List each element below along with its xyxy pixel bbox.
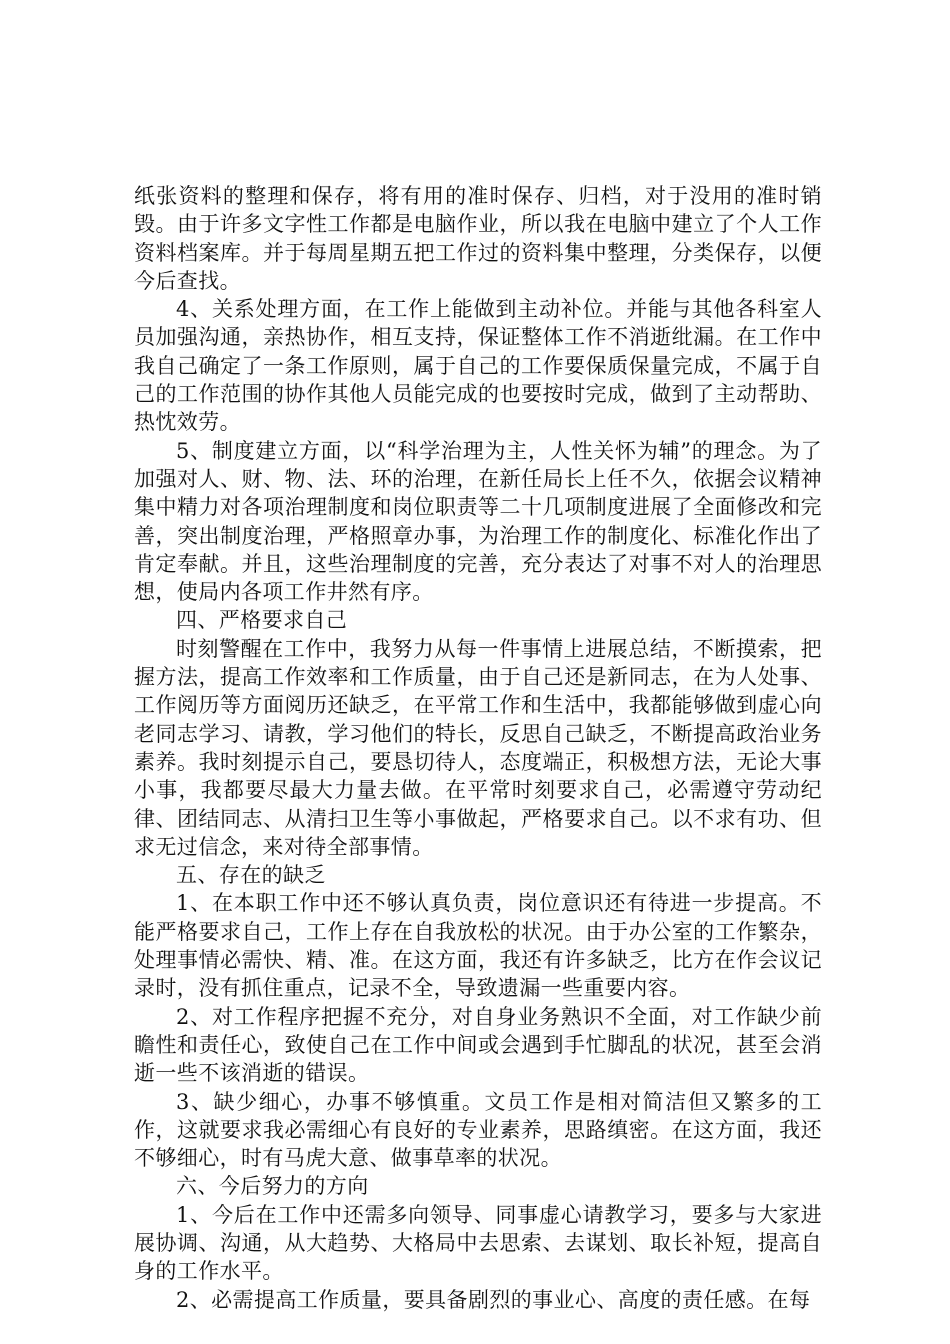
- paragraph-8: 2、对工作程序把握不充分，对自身业务熟识不全面，对工作缺少前瞻性和责任心，致使自己在工作中间或会遇到手忙脚乱的状况，甚至会消逝一些不该消逝的错误。: [134, 1004, 822, 1086]
- paragraph-11: 1、今后在工作中还需多向领导、同事虚心请教学习，要多与大家进展协调、沟通，从大趋势、大格局中去思索、去谋划、取长补短，提高自身的工作水平。: [134, 1202, 822, 1284]
- paragraph-7: 1、在本职工作中还不够认真负责，岗位意识还有待进一步提高。不能严格要求自己，工作上存在自我放松的状况。由于办公室的工作繁杂，处理事情必需快、精、准。在这方面，我还有许多缺乏，比方在作会议记录时，没有抓住重点，记录不全，导致遗漏一些重要内容。: [134, 891, 822, 1001]
- document-body: [134, 182, 822, 1314]
- paragraph-1: 纸张资料的整理和保存，将有用的准时保存、归档，对于没用的准时销毁。由于许多文字性工作都是电脑作业，所以我在电脑中建立了个人工作资料档案库。并于每周星期五把工作过的资料集中整理，分类保存，以便今后查找。: [134, 184, 822, 293]
- paragraph-3: 5、制度建立方面，以“科学治理为主，人性关怀为辅”的理念。为了加强对人、财、物、法、环的治理，在新任局长上任不久，依据会议精神集中精力对各项治理制度和岗位职责等二十几项制度进展了全面修改和完善，突出制度治理，严格照章办事，为治理工作的制度化、标准化作出了肯定奉献。并且，这些治理制度的完善，充分表达了对事不对人的治理思想，使局内各项工作井然有序。: [134, 438, 822, 605]
- section-heading-4: 四、严格要求自己: [176, 608, 348, 633]
- paragraph-12: 2、必需提高工作质量，要具备剧烈的事业心、高度的责任感。在每: [176, 1287, 811, 1312]
- section-heading-5: 五、存在的缺乏: [176, 863, 326, 888]
- paragraph-9: 3、缺少细心，办事不够慎重。文员工作是相对简洁但又繁多的工作，这就要求我必需细心有良好的专业素养，思路缜密。在这方面，我还不够细心，时有马虎大意、做事草率的状况。: [134, 1089, 822, 1171]
- paragraph-2: 4、关系处理方面，在工作上能做到主动补位。并能与其他各科室人员加强沟通，亲热协作，相互支持，保证整体工作不消逝纰漏。在工作中我自己确定了一条工作原则，属于自己的工作要保质保量完成，不属于自己的工作范围的协作其他人员能完成的也要按时完成，做到了主动帮助、热忱效劳。: [134, 297, 822, 435]
- section-heading-6: 六、今后努力的方向: [176, 1174, 369, 1199]
- paragraph-5: 时刻警醒在工作中，我努力从每一件事情上进展总结，不断摸索，把握方法，提高工作效率和工作质量，由于自己还是新同志，在为人处事、工作阅历等方面阅历还缺乏，在平常工作和生活中，我都能够做到虚心向老同志学习、请教，学习他们的特长，反思自己缺乏，不断提高政治业务素养。我时刻提示自己，要恳切待人，态度端正，积极想方法，无论大事小事，我都要尽最大力量去做。在平常时刻要求自己，必需遵守劳动纪律、团结同志、从清扫卫生等小事做起，严格要求自己。以不求有功、但求无过信念，来对待全部事情。: [134, 636, 822, 859]
